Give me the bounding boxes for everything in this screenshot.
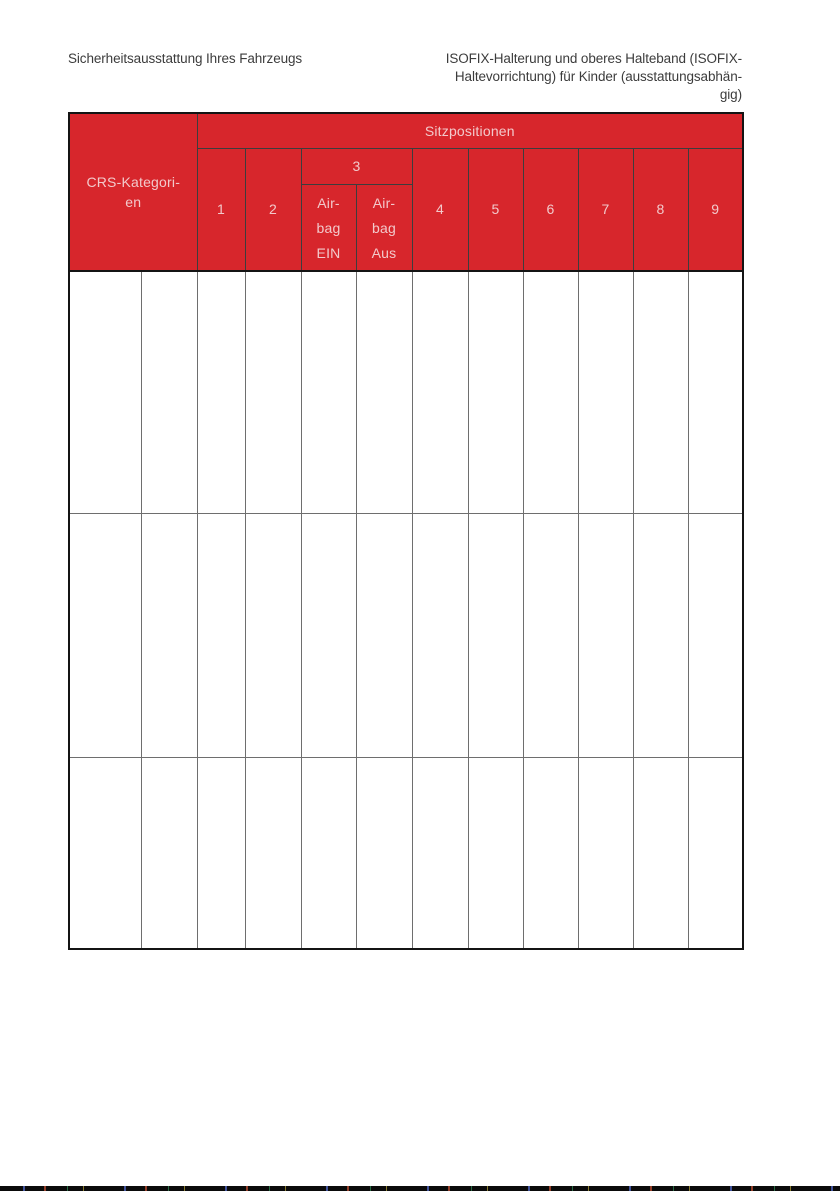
section-title-line: gig) bbox=[719, 87, 742, 102]
section-title bbox=[446, 50, 742, 104]
table-row bbox=[69, 757, 743, 949]
empty-cell bbox=[356, 271, 412, 513]
chapter-title: Sicherheitsausstattung Ihres Fahrzeugs bbox=[68, 51, 303, 66]
empty-cell bbox=[468, 513, 523, 757]
empty-cell bbox=[412, 757, 468, 949]
empty-cell bbox=[245, 757, 301, 949]
empty-cell bbox=[412, 271, 468, 513]
seat-column-9-header: 9 bbox=[688, 148, 743, 271]
empty-cell bbox=[523, 513, 578, 757]
airbag-on-header-line: Air- bbox=[317, 194, 340, 211]
empty-cell bbox=[197, 757, 245, 949]
empty-cell bbox=[578, 513, 633, 757]
empty-cell bbox=[633, 757, 688, 949]
seat-positions-header: Sitzpositionen bbox=[197, 113, 743, 148]
seat-column-6-header: 6 bbox=[523, 148, 578, 271]
page-bottom-cut-strip bbox=[0, 1186, 840, 1191]
airbag-off-header-line: Air- bbox=[372, 194, 396, 211]
airbag-off-header-line: bag bbox=[372, 219, 396, 236]
airbag-on-header-line: EIN bbox=[316, 244, 341, 261]
empty-cell bbox=[301, 513, 356, 757]
seat-column-8-header: 8 bbox=[633, 148, 688, 271]
empty-cell bbox=[633, 271, 688, 513]
empty-cell bbox=[688, 757, 743, 949]
empty-cell bbox=[356, 757, 412, 949]
seat-column-3-group-header: 3 bbox=[301, 148, 412, 184]
empty-cell bbox=[468, 757, 523, 949]
empty-cell bbox=[141, 757, 197, 949]
crs-categories-header bbox=[69, 113, 197, 271]
empty-cell bbox=[578, 757, 633, 949]
airbag-off-header-line: Aus bbox=[371, 244, 397, 261]
empty-cell bbox=[356, 513, 412, 757]
crs-categories-header-line: en bbox=[125, 194, 142, 210]
empty-cell bbox=[197, 513, 245, 757]
empty-cell bbox=[197, 271, 245, 513]
empty-cell bbox=[301, 757, 356, 949]
empty-cell bbox=[578, 271, 633, 513]
airbag-off-header bbox=[356, 184, 412, 271]
empty-cell bbox=[245, 513, 301, 757]
empty-cell bbox=[69, 757, 141, 949]
page-header bbox=[68, 50, 742, 104]
seat-column-7-header: 7 bbox=[578, 148, 633, 271]
empty-cell bbox=[688, 271, 743, 513]
empty-cell bbox=[412, 513, 468, 757]
section-title-line: ISOFIX-Halterung und oberes Halteband (ISOFIX- bbox=[445, 51, 742, 66]
seat-column-4-header: 4 bbox=[412, 148, 468, 271]
seat-column-5-header: 5 bbox=[468, 148, 523, 271]
seat-column-1-header: 1 bbox=[197, 148, 245, 271]
airbag-on-header bbox=[301, 184, 356, 271]
table-row bbox=[69, 513, 743, 757]
airbag-on-header-line: bag bbox=[316, 219, 341, 236]
empty-cell bbox=[141, 271, 197, 513]
seat-column-2-header: 2 bbox=[245, 148, 301, 271]
crs-seat-position-table bbox=[68, 112, 744, 950]
empty-cell bbox=[141, 513, 197, 757]
table-row bbox=[69, 271, 743, 513]
empty-cell bbox=[523, 757, 578, 949]
empty-cell bbox=[468, 271, 523, 513]
empty-cell bbox=[523, 271, 578, 513]
empty-cell bbox=[69, 513, 141, 757]
section-title-line: Haltevorrichtung) für Kinder (ausstattungsabhän- bbox=[454, 69, 742, 84]
empty-cell bbox=[633, 513, 688, 757]
crs-categories-header-line: CRS-Kategori- bbox=[86, 174, 181, 190]
empty-cell bbox=[69, 271, 141, 513]
empty-cell bbox=[245, 271, 301, 513]
empty-cell bbox=[688, 513, 743, 757]
empty-cell bbox=[301, 271, 356, 513]
